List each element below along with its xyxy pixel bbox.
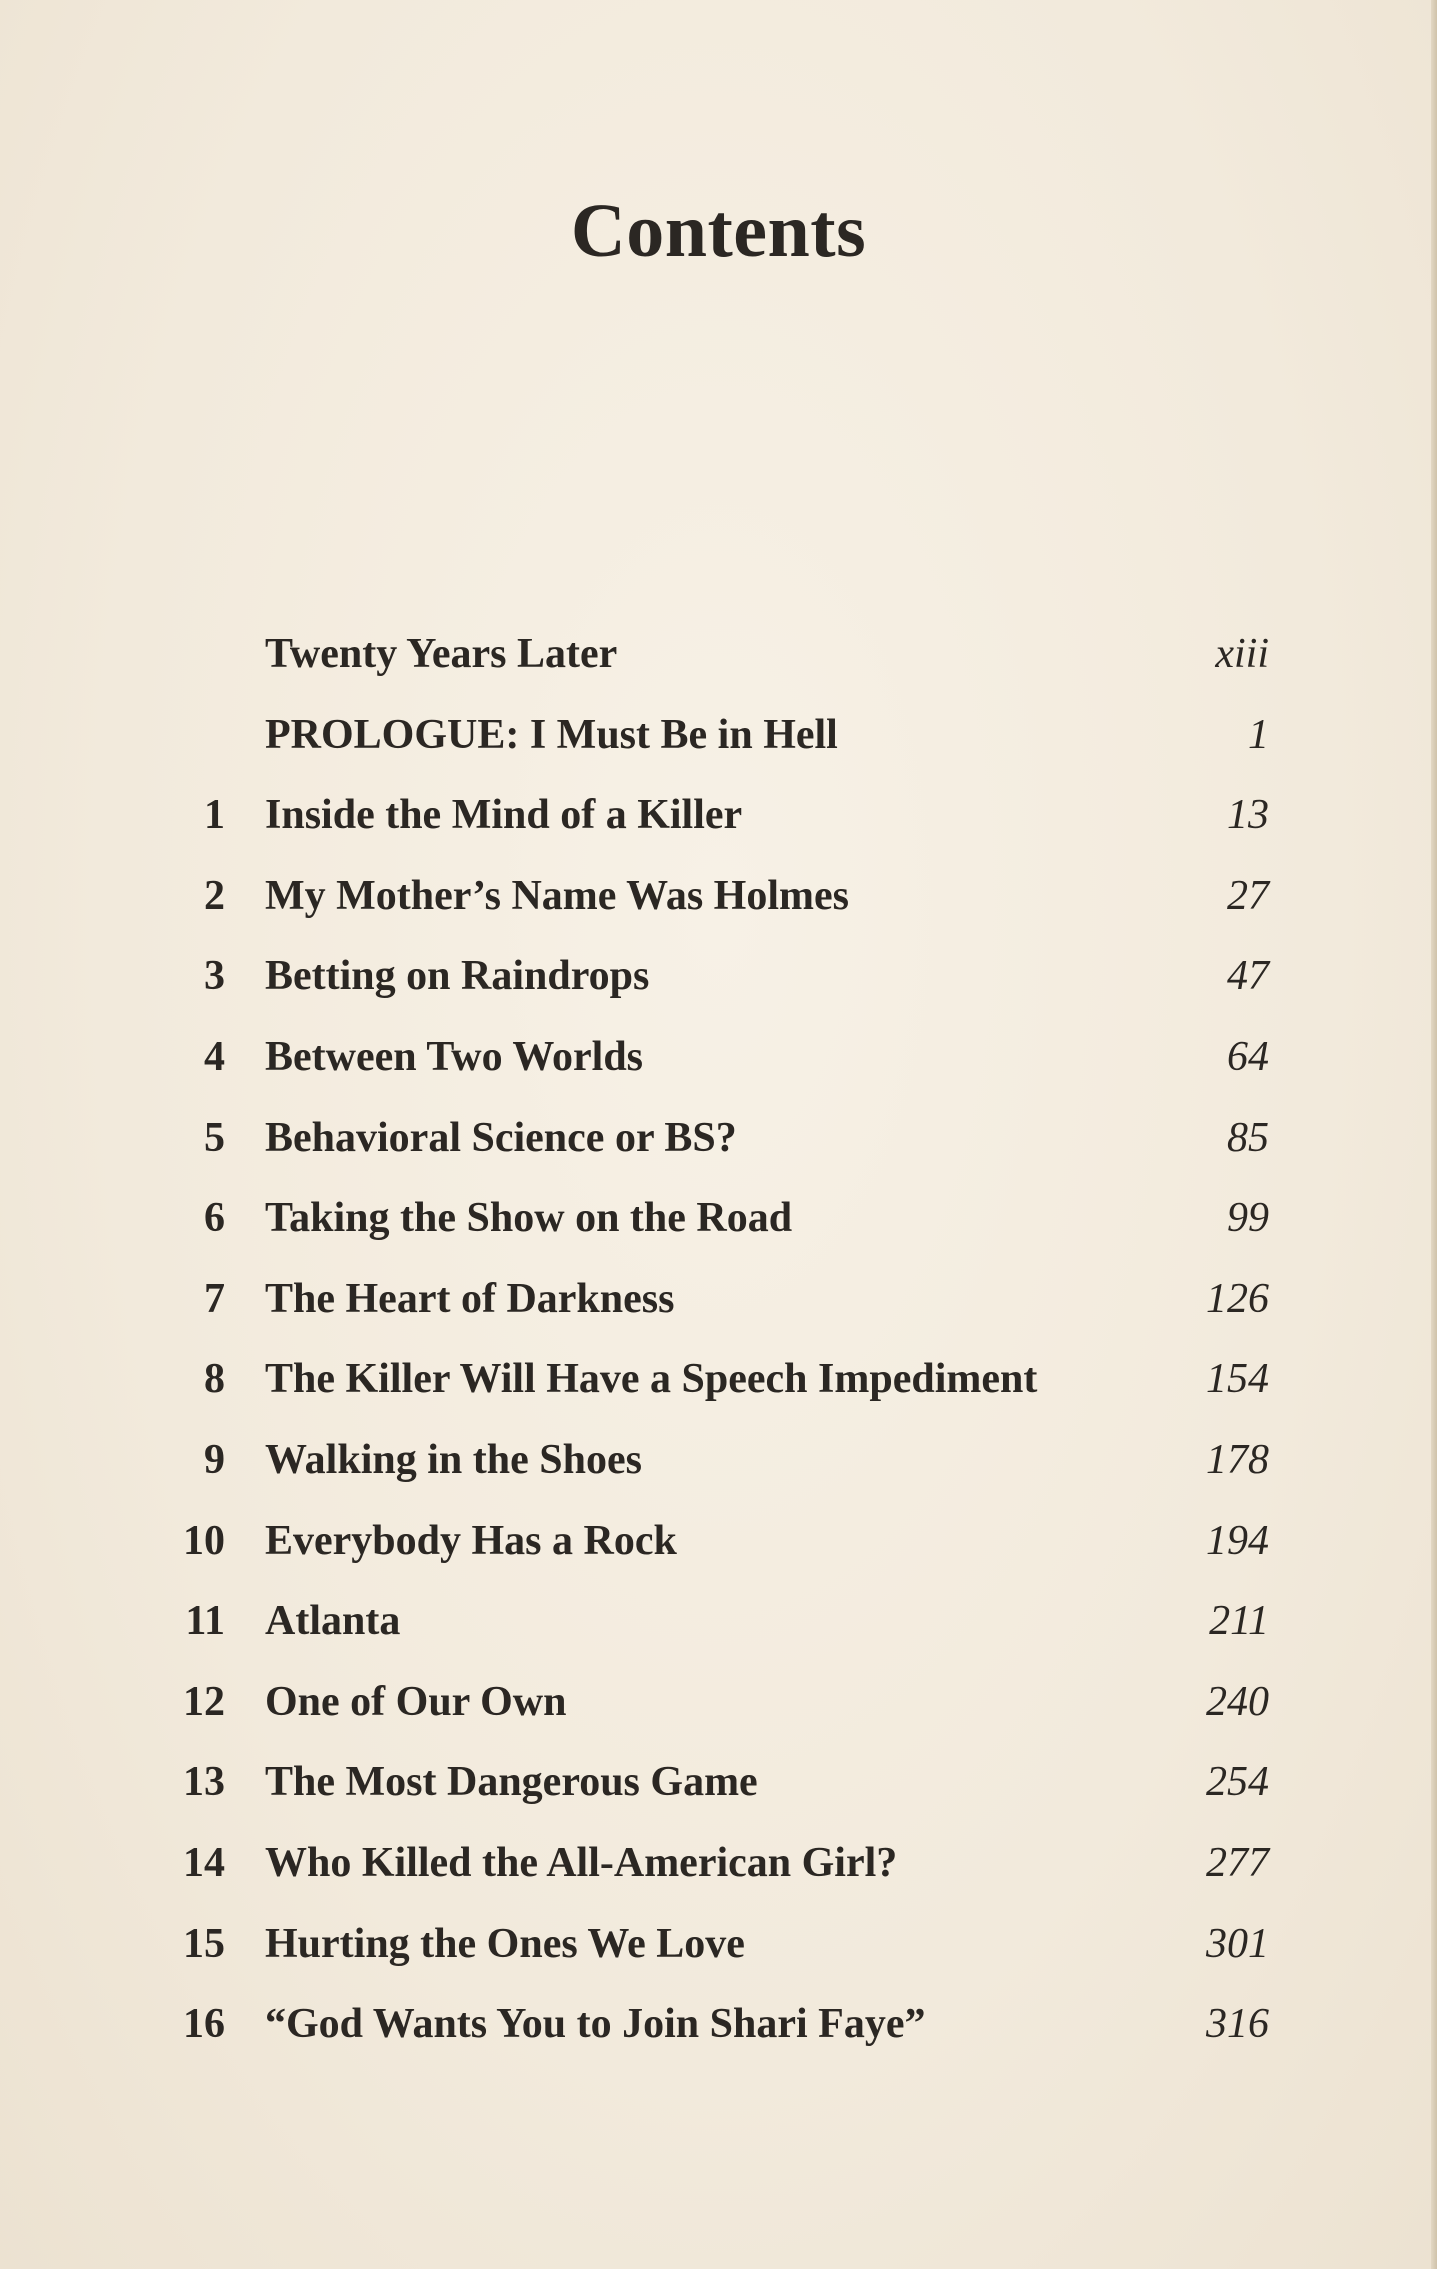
chapter-number: 12 [183,1678,225,1725]
toc-entry [0,1186,1437,1267]
chapter-title: “God Wants You to Join Shari Faye” [265,2001,926,2048]
chapter-number: 13 [183,1759,225,1806]
page-number: 254 [1206,1759,1269,1806]
chapter-number: 4 [204,1033,225,1080]
toc-entry [0,1750,1437,1831]
toc-entry [0,1831,1437,1912]
chapter-title: Everybody Has a Rock [265,1517,677,1564]
chapter-number: 15 [183,1920,225,1967]
chapter-title: PROLOGUE: I Must Be in Hell [265,711,838,758]
page-title: Contents [570,189,867,273]
page-number: 211 [1209,1598,1269,1645]
chapter-title: Between Two Worlds [265,1033,644,1080]
chapter-number: 7 [204,1275,225,1322]
toc-entry [0,783,1437,864]
page-number: 240 [1206,1678,1269,1725]
toc-entry [0,864,1437,945]
toc-entry [0,1025,1437,1106]
chapter-title: Betting on Raindrops [265,953,650,1000]
chapter-number: 1 [204,792,225,839]
page-number: 1 [1248,711,1269,758]
chapter-number: 11 [185,1598,225,1645]
page-number: 27 [1227,872,1269,919]
chapter-title: My Mother’s Name Was Holmes [265,872,849,919]
chapter-title: Atlanta [265,1598,401,1645]
chapter-number: 9 [204,1436,225,1483]
toc-entry [0,1106,1437,1187]
page-number: 126 [1206,1275,1269,1322]
chapter-title: One of Our Own [265,1678,567,1725]
page-number: 301 [1206,1920,1269,1967]
page-number: 13 [1227,792,1269,839]
page-number: 154 [1206,1356,1269,1403]
chapter-number: 16 [183,2001,225,2048]
chapter-title: Taking the Show on the Road [265,1195,793,1242]
page-number: 194 [1206,1517,1269,1564]
page-number: 277 [1206,1839,1269,1886]
page-number: 178 [1206,1436,1269,1483]
toc-entry [0,1992,1437,2073]
page-number: 316 [1206,2001,1269,2048]
toc-entry [0,1509,1437,1590]
chapter-number: 10 [183,1517,225,1564]
chapter-title: The Heart of Darkness [265,1275,675,1322]
chapter-title: Twenty Years Later [265,631,618,677]
chapter-title: The Most Dangerous Game [265,1759,758,1806]
toc-entry [0,1428,1437,1509]
chapter-number: 6 [204,1195,225,1242]
page-number: 47 [1227,953,1269,1000]
chapter-number: 8 [204,1356,225,1403]
page-number: xiii [1215,631,1269,677]
chapter-number: 3 [204,953,225,1000]
page-number: 64 [1227,1033,1269,1080]
toc-entry [0,703,1437,784]
toc-entry [0,1347,1437,1428]
chapter-title: Inside the Mind of a Killer [265,792,743,839]
toc-entry [0,622,1437,703]
toc-entry [0,1267,1437,1348]
chapter-title: Behavioral Science or BS? [265,1114,737,1161]
chapter-title: Walking in the Shoes [265,1436,642,1483]
chapter-title: The Killer Will Have a Speech Impediment [265,1356,1038,1403]
page-number: 99 [1227,1195,1269,1242]
chapter-number: 2 [204,872,225,919]
table-of-contents [0,622,1437,2073]
chapter-number: 14 [183,1839,225,1886]
toc-entry [0,944,1437,1025]
chapter-number: 5 [204,1114,225,1161]
toc-entry [0,1912,1437,1993]
toc-entry [0,1589,1437,1670]
chapter-title: Who Killed the All-American Girl? [265,1839,898,1886]
toc-entry [0,1670,1437,1751]
page-number: 85 [1227,1114,1269,1161]
chapter-title: Hurting the Ones We Love [265,1920,745,1967]
